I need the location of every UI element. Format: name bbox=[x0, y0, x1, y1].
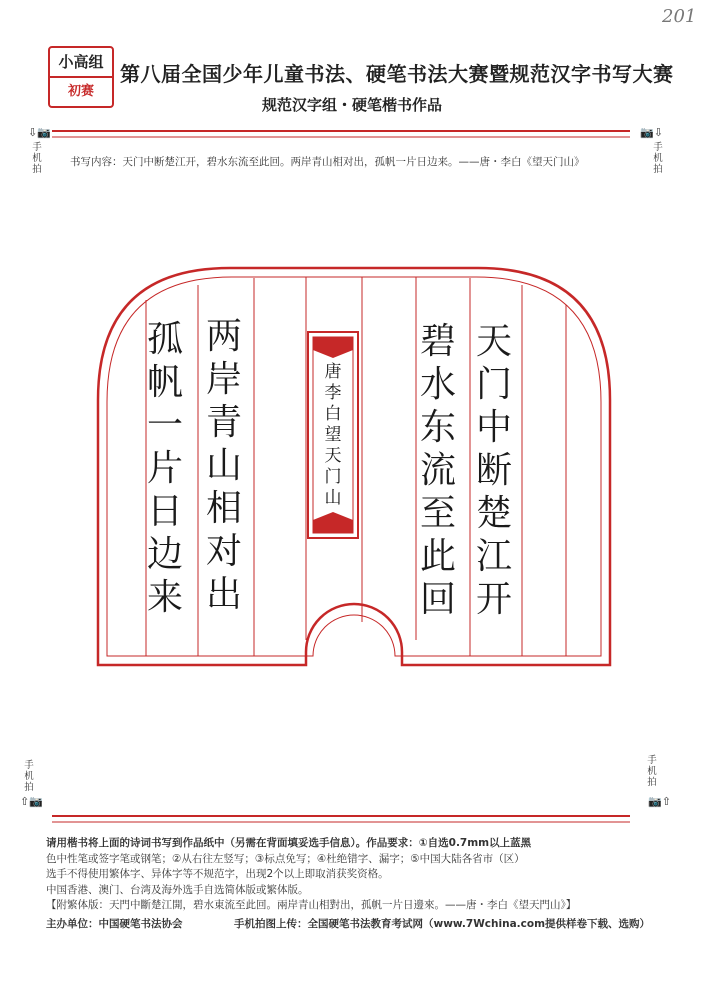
page-title: 第八届全国少年儿童书法、硬笔书法大赛暨规范汉字书写大赛 bbox=[120, 62, 674, 86]
camera-icon: ⇩📷 bbox=[28, 126, 51, 139]
page-subtitle: 规范汉字组・硬笔楷书作品 bbox=[262, 96, 443, 114]
side-label-bottom-right: 手机拍 bbox=[647, 755, 657, 788]
instructions-line: 【附繁体版：天門中斷楚江開，碧水東流至此回。兩岸青山相對出，孤帆一片日邊來。——唐・李白《望天門山》】 bbox=[46, 899, 577, 911]
upload-info: 手机拍图上传：全国硬笔书法教育考试网（www.7Wchina.com提供样卷下载、选购） bbox=[234, 918, 651, 930]
writing-content-line: 书写内容：天门中断楚江开，碧水东流至此回。两岸青山相对出，孤帆一片日边来。——唐・李白《望天门山》 bbox=[70, 156, 585, 168]
camera-icon: 📷⇧ bbox=[648, 795, 671, 808]
badge-round-label: 初赛 bbox=[67, 84, 94, 99]
poem-column-3: 两岸青山相对出 bbox=[205, 316, 242, 615]
instructions-line: 请用楷书将上面的诗词书写到作品纸中（另需在背面填妥选手信息）。作品要求：①自选0.7mm以上蓝黑 bbox=[46, 837, 532, 849]
instructions-block bbox=[46, 836, 656, 914]
instructions-line: 选手不得使用繁体字、异体字等不规范字，出现2个以上即取消获奖资格。 bbox=[46, 868, 389, 880]
camera-icon: 📷⇩ bbox=[640, 126, 663, 139]
instructions-line: 色中性笔或签字笔或钢笔；②从右往左竖写；③标点免写；④杜绝错字、漏字；⑤中国大陆各省市（区） bbox=[46, 852, 525, 865]
instructions-line: 中国香港、澳门、台湾及海外选手自选简体版或繁体版。 bbox=[46, 883, 309, 896]
poem-column-4: 孤帆一片日边来 bbox=[146, 319, 183, 618]
side-label-top-right: 手机拍 bbox=[653, 142, 663, 175]
poem-column-2: 碧水东流至此回 bbox=[419, 321, 456, 620]
badge-group-label: 小高组 bbox=[50, 48, 112, 78]
page-number: 201 bbox=[662, 6, 697, 27]
organizer-label: 主办单位：中国硬笔书法协会 bbox=[46, 918, 183, 930]
side-label-top-left: 手机拍 bbox=[32, 142, 42, 175]
side-label-bottom-left: 手机拍 bbox=[24, 760, 34, 793]
signature-column: 唐李白望天门山 bbox=[324, 362, 342, 508]
poem-column-1: 天门中断楚江开 bbox=[475, 321, 512, 620]
camera-icon: ⇧📷 bbox=[20, 795, 43, 808]
